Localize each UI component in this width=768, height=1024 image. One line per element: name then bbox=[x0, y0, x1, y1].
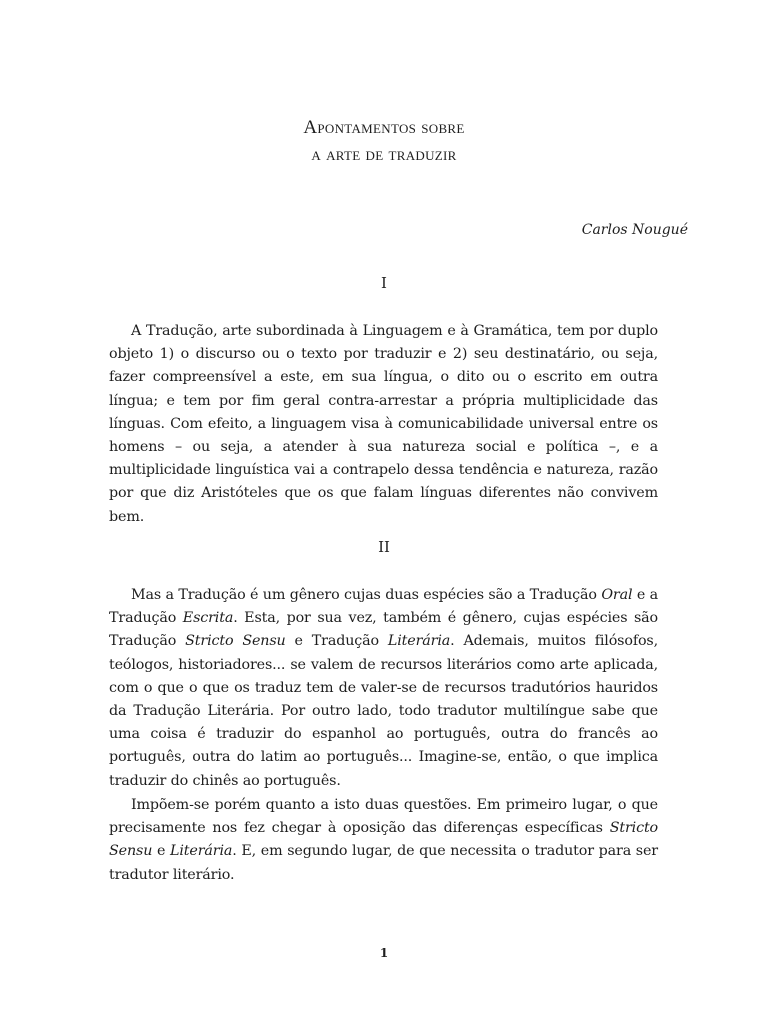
text-run: Mas a Tradução é um gênero cujas duas espécies são a Tradução bbox=[131, 587, 602, 603]
text-run: Impõem-se porém quanto a isto duas questões. Em primeiro lugar, o que precisamente nos fez chegar à oposição das diferenças específicas bbox=[109, 797, 658, 837]
text-run: . E, em segundo lugar, de que necessita o tradutor para ser tradutor literário. bbox=[109, 843, 658, 883]
text-run: A Tradução, arte subordinada à Linguagem e à Gramática, tem por duplo objeto 1) o discurso ou o texto por traduzir e 2) seu destinatário, ou seja, fazer compreensível a este, em sua língua, o dito ou o escrito em outra língua; e tem por fim geral contra-arrestar a própria multiplicidade das línguas. Com efeito, a linguagem visa à comunicabilidade universal entre os homens – ou seja, a atender à sua natureza social e política –, e a multiplicidade linguística vai a contrapelo dessa tendência e natureza, razão por que diz Aristóteles que os que falam línguas diferentes não convivem bem. bbox=[109, 323, 658, 525]
italic-term: Oral bbox=[601, 587, 633, 603]
text-run: . Esta, por sua vez, também é gênero, cujas espécies são Tradução bbox=[109, 610, 658, 650]
title-line-2: a arte de traduzir bbox=[311, 144, 457, 165]
section-numeral-1: I bbox=[381, 274, 387, 292]
italic-term: Escrita bbox=[182, 610, 234, 627]
italic-term: Stricto Sensu bbox=[109, 820, 658, 860]
title-line-1-rest: pontamentos sobre bbox=[317, 117, 465, 138]
text-run: e bbox=[152, 843, 171, 860]
italic-term: Stricto Sensu bbox=[185, 633, 286, 650]
text-run: e a Tradução bbox=[109, 587, 659, 627]
paragraph bbox=[109, 320, 658, 529]
paragraph bbox=[109, 794, 658, 887]
section-numeral-2: II bbox=[378, 538, 390, 556]
text-run: . Ademais, muitos filósofos, teólogos, historiadores... se valem de recursos literários como arte aplicada, com o que o que os traduz tem de valer-se de recursos tradutórios hauridos da Tradução Literária. Por outro lado, todo tradutor multilíngue sabe que uma coisa é traduzir do espanhol ao português, outra do francês ao português, outra do latim ao português... Imagine-se, então, o que implica traduzir do chinês ao português. bbox=[109, 633, 658, 789]
text-run: e Tradução bbox=[285, 633, 388, 650]
title-initial: A bbox=[303, 117, 318, 138]
italic-term: Literária bbox=[170, 843, 233, 860]
italic-term: Literária bbox=[387, 633, 451, 650]
author-name: Carlos Nougué bbox=[581, 222, 688, 238]
page-number: 1 bbox=[379, 946, 389, 960]
paragraph bbox=[109, 584, 658, 793]
title-line-1 bbox=[0, 116, 768, 140]
